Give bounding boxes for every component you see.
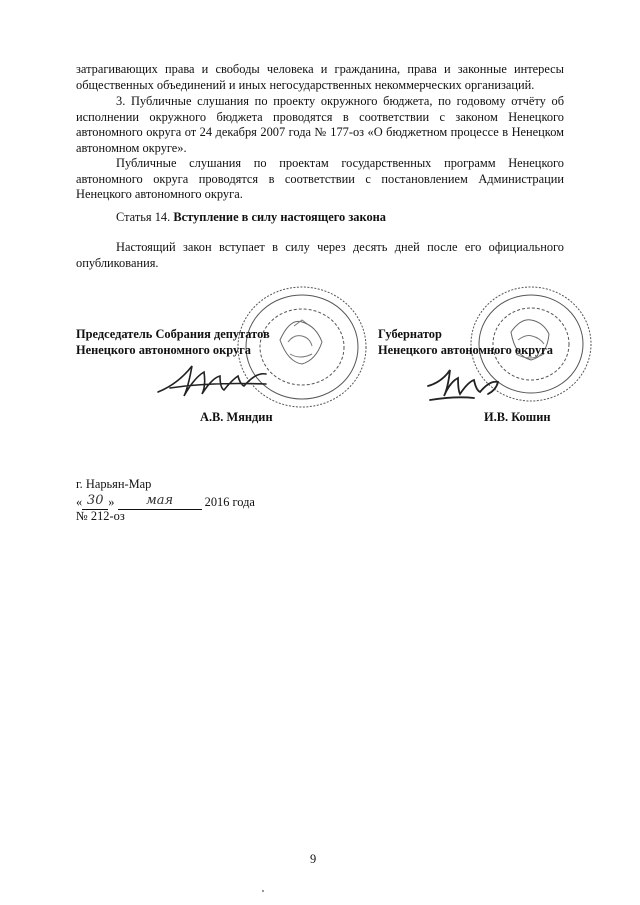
right-title-line2: Ненецкого автономного округа (378, 343, 553, 357)
paragraph-entry-into-force: Настоящий закон вступает в силу через десять дней после его официального опубликования. (76, 240, 564, 270)
paragraph-program-hearings: Публичные слушания по проектам государственных программ Ненецкого автономного округа проводятся в соответствии с постановлением Администрации Ненецкого автономного округа. (76, 156, 564, 202)
date-year: 2016 года (204, 495, 255, 509)
law-number: № 212-оз (76, 509, 125, 523)
article-number: Статья 14. (116, 210, 171, 224)
left-handwritten-signature (150, 354, 290, 404)
date-month: мая (145, 493, 174, 508)
date-open-quote: « (76, 495, 83, 509)
article-heading (116, 210, 386, 225)
page-number: 9 (310, 852, 317, 866)
place-of-signing: г. Нарьян-Мар (76, 477, 152, 491)
article-title: Вступление в силу настоящего закона (173, 210, 387, 224)
date-day: 30 (86, 493, 104, 508)
right-handwritten-signature (420, 360, 520, 406)
date-close-quote: » (108, 495, 115, 509)
scan-speck (262, 890, 264, 892)
right-signatory-name: И.В. Кошин (484, 410, 551, 424)
paragraph-budget-hearings: 3. Публичные слушания по проекту окружного бюджета, по годовому отчёту об исполнении окружного бюджета проводятся в соответствии с законом Ненецкого автономного округа от 24 декабря 2007 года № 177-оз «О бюджетном процессе в Ненецком автономном округе». (76, 94, 564, 155)
left-title-line1: Председатель Собрания депутатов (76, 327, 270, 341)
date-month-field (118, 492, 202, 510)
left-signatory-name: А.В. Мяндин (200, 410, 273, 424)
right-title-line1: Губернатор (378, 327, 442, 341)
right-signatory-title (378, 326, 553, 358)
left-title-line2: Ненецкого автономного округа (76, 343, 251, 357)
paragraph-rights: затрагивающих права и свободы человека и гражданина, права и законные интересы общественных объединений и иных негосударственных некоммерческих организаций. (76, 62, 564, 92)
